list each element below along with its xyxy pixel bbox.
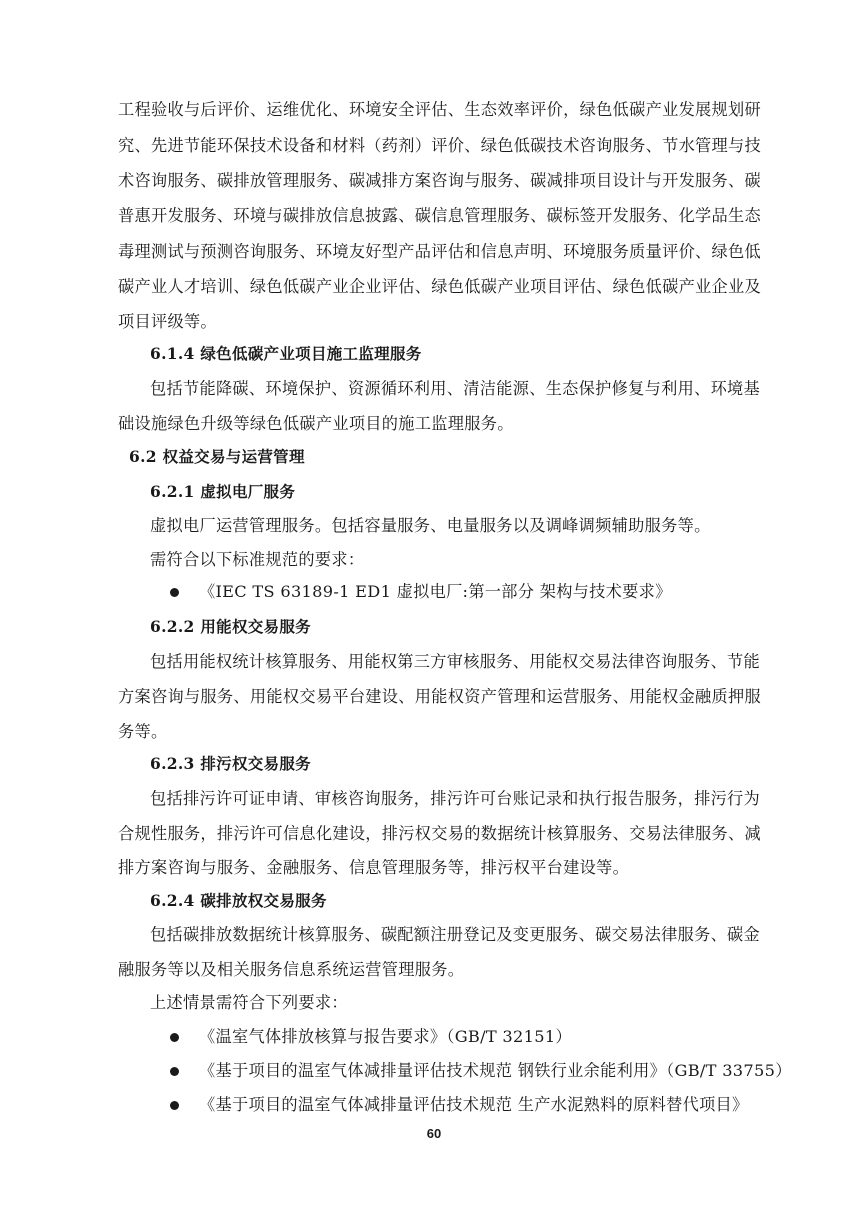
- bullet-icon: [170, 1101, 179, 1110]
- paragraph-line: 项目评级等。: [118, 312, 217, 331]
- paragraph-line: 普惠开发服务、环境与碳排放信息披露、碳信息管理服务、碳标签开发服务、化学品生态: [118, 206, 762, 225]
- section-heading-6-2-3: 6.2.3 排污权交易服务: [150, 754, 311, 773]
- paragraph-line: 包括排污许可证申请、审核咨询服务，排污许可台账记录和执行报告服务，排污行为: [150, 789, 761, 808]
- bullet-icon: [170, 588, 179, 597]
- paragraph-line: 虚拟电厂运营管理服务。包括容量服务、电量服务以及调峰调频辅助服务等。: [150, 516, 711, 535]
- section-heading-6-2-4: 6.2.4 碳排放权交易服务: [150, 891, 327, 910]
- paragraph-line: 融服务等以及相关服务信息系统运营管理服务。: [118, 960, 465, 979]
- standard-reference: 《基于项目的温室气体减排量评估技术规范 钢铁行业余能利用》（GB/T 33755）: [199, 1061, 792, 1080]
- paragraph-line: 包括节能降碳、环境保护、资源循环利用、清洁能源、生态保护修复与利用、环境基: [150, 379, 761, 398]
- paragraph-line: 毒理测试与预测咨询服务、环境友好型产品评估和信息声明、环境服务质量评价、绿色低: [118, 242, 762, 261]
- paragraph-line: 包括用能权统计核算服务、用能权第三方审核服务、用能权交易法律咨询服务、节能: [150, 652, 761, 671]
- bullet-icon: [170, 1067, 179, 1076]
- section-heading-6-1-4: 6.1.4 绿色低碳产业项目施工监理服务: [150, 344, 422, 363]
- section-heading-6-2-2: 6.2.2 用能权交易服务: [150, 617, 311, 636]
- standard-reference: 《IEC TS 63189-1 ED1 虚拟电厂:第一部分 架构与技术要求》: [199, 582, 672, 601]
- paragraph-line: 础设施绿色升级等绿色低碳产业项目的施工监理服务。: [118, 414, 514, 433]
- standard-reference: 《温室气体排放核算与报告要求》（GB/T 32151）: [199, 1027, 572, 1046]
- paragraph-line: 合规性服务，排污许可信息化建设，排污权交易的数据统计核算服务、交易法律服务、减: [118, 824, 762, 843]
- paragraph-line: 方案咨询与服务、用能权交易平台建设、用能权资产管理和运营服务、用能权金融质押服: [118, 687, 762, 706]
- paragraph-line: 上述情景需符合下列要求：: [150, 993, 348, 1012]
- paragraph-line: 碳产业人才培训、绿色低碳产业企业评估、绿色低碳产业项目评估、绿色低碳产业企业及: [118, 277, 762, 296]
- section-heading-6-2-1: 6.2.1 虚拟电厂服务: [150, 482, 296, 501]
- page-number: 60: [426, 1126, 442, 1141]
- paragraph-line: 务等。: [118, 722, 168, 741]
- paragraph-line: 需符合以下标准规范的要求：: [150, 550, 365, 569]
- paragraph-line: 究、先进节能环保技术设备和材料（药剂）评价、绿色低碳技术咨询服务、节水管理与技: [118, 136, 762, 155]
- section-heading-6-2: 6.2 权益交易与运营管理: [129, 447, 305, 466]
- standard-reference: 《基于项目的温室气体减排量评估技术规范 生产水泥熟料的原料替代项目》: [199, 1095, 749, 1114]
- paragraph-line: 排方案咨询与服务、金融服务、信息管理服务等，排污权平台建设等。: [118, 858, 630, 877]
- paragraph-line: 工程验收与后评价、运维优化、环境安全评估、生态效率评价，绿色低碳产业发展规划研: [118, 100, 762, 119]
- paragraph-line: 术咨询服务、碳排放管理服务、碳减排方案咨询与服务、碳减排项目设计与开发服务、碳: [118, 171, 762, 190]
- paragraph-line: 包括碳排放数据统计核算服务、碳配额注册登记及变更服务、碳交易法律服务、碳金: [150, 925, 761, 944]
- bullet-icon: [170, 1033, 179, 1042]
